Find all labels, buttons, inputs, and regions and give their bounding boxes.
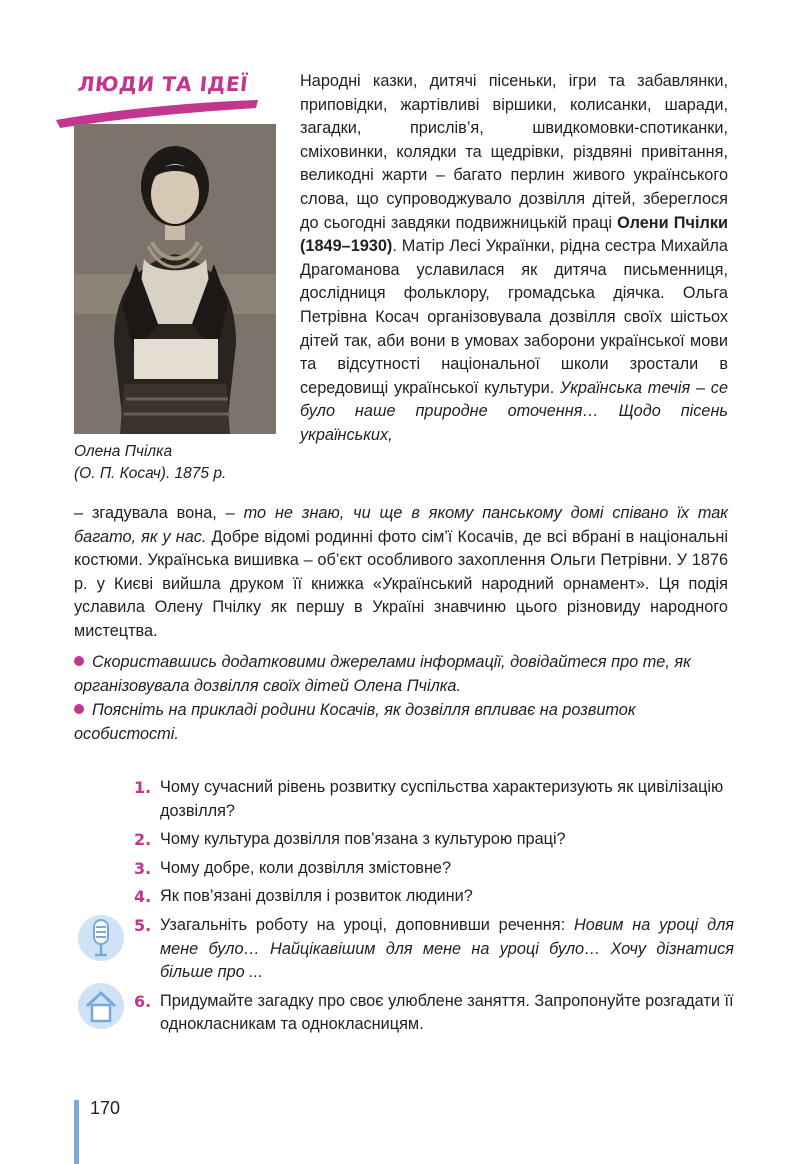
question-text: Узагальніть роботу на уроці, доповнивши речення: bbox=[160, 915, 574, 934]
photo-caption bbox=[74, 441, 294, 485]
intro-text-2: . Матір Лесі Українки, рідна сестра Михайла Драгоманова уславилася як дитяча письменниця, дослідниця фольклору, громадська діячка. Ольга Петрівна Косач організовувала дозвілля своїх шістьох дітей так, аби вони в умовах заборони української мови та відсутності національної школи зростали в середовищі української культури. bbox=[300, 237, 728, 397]
task-item bbox=[74, 651, 728, 698]
cont-text-1: – згадувала вона, – bbox=[74, 504, 244, 522]
portrait-photo bbox=[74, 124, 276, 434]
bullet-icon bbox=[74, 704, 84, 714]
cont-text-2: Добре відомі родинні фото сім’ї Косачів, де всі вбрані в національні костюми. Українська вишивка – об’єкт особливого захоплення Ольги Петрівни. У 1876 р. у Києві вийшла друком її книжка «Український народний орнамент». Ця подія уславила Олену Пчілку як першу в Україні знавчиню цього різновиду народного мистецтва. bbox=[74, 527, 728, 640]
quote-part-2: то не знаю, чи ще в якому панському домі співано їх так багато, як у нас. bbox=[74, 504, 728, 546]
question-item bbox=[134, 885, 734, 909]
task-text: Поясніть на прикладі родини Косачів, як дозвілля впливає на розвиток особистості. bbox=[74, 701, 636, 743]
page-marker-bar bbox=[74, 1100, 79, 1164]
question-number: 4. bbox=[134, 887, 152, 907]
heading-title: ЛЮДИ ТА ІДЕЇ bbox=[76, 72, 250, 96]
intro-text-1: Народні казки, дитячі пісеньки, ігри та забавлянки, приповідки, жартівливі віршики, колисанки, шаради, загадки, прислів’я, швидкомовки-спотиканки, сміховинки, колядки та щедрівки, різдвяні привітання, великодні жарти – багато перлин живого українського слова, що супроводжувало дозвілля дітей, збереглося до сьогодні завдяки подвижницькій праці bbox=[300, 72, 728, 232]
task-text: Скориставшись додатковими джерелами інформації, довідайтеся про те, як організовувала дозвілля своїх дітей Олена Пчілка. bbox=[74, 653, 691, 695]
question-item bbox=[134, 857, 734, 881]
question-italic-text: Новим на уроці для мене було… Найцікавішим для мене на уроці було… Хочу дізнатися більше про ... bbox=[160, 915, 734, 982]
question-text: Чому добре, коли дозвілля змістовне? bbox=[160, 858, 452, 877]
question-item bbox=[134, 776, 734, 823]
person-name: Олени Пчілки (1849–1930) bbox=[300, 213, 728, 256]
question-item bbox=[134, 914, 734, 985]
question-item bbox=[134, 828, 734, 852]
task-item bbox=[74, 699, 728, 746]
question-number: 3. bbox=[134, 858, 152, 878]
questions-list bbox=[134, 776, 734, 1042]
question-text: Чому сучасний рівень розвитку суспільства характеризують як цивілізацію дозвілля? bbox=[160, 778, 724, 820]
question-text: Придумайте загадку про своє улюблене заняття. Запропонуйте розгадати її однокласникам та однокласницям. bbox=[160, 991, 734, 1034]
question-number: 1. bbox=[134, 778, 152, 797]
microphone-icon bbox=[77, 914, 125, 962]
caption-line-1: Олена Пчілка bbox=[74, 443, 173, 460]
question-number: 6. bbox=[134, 991, 152, 1011]
home-icon bbox=[77, 982, 125, 1030]
bullet-icon bbox=[74, 656, 84, 666]
question-text: Чому культура дозвілля пов’язана з культурою праці? bbox=[160, 830, 566, 849]
question-item bbox=[134, 990, 734, 1037]
caption-line-2: (О. П. Косач). 1875 р. bbox=[74, 465, 227, 482]
continuation-paragraph bbox=[74, 502, 728, 644]
quote-part-1: Українська течія – се було наше природне оточення… Щодо пісень українських, bbox=[300, 378, 729, 444]
question-number: 2. bbox=[134, 830, 152, 850]
page-number: 170 bbox=[90, 1098, 121, 1118]
question-text: Як пов’язані дозвілля і розвиток людини? bbox=[160, 887, 473, 906]
question-number: 5. bbox=[134, 915, 152, 935]
intro-paragraph bbox=[300, 70, 728, 448]
